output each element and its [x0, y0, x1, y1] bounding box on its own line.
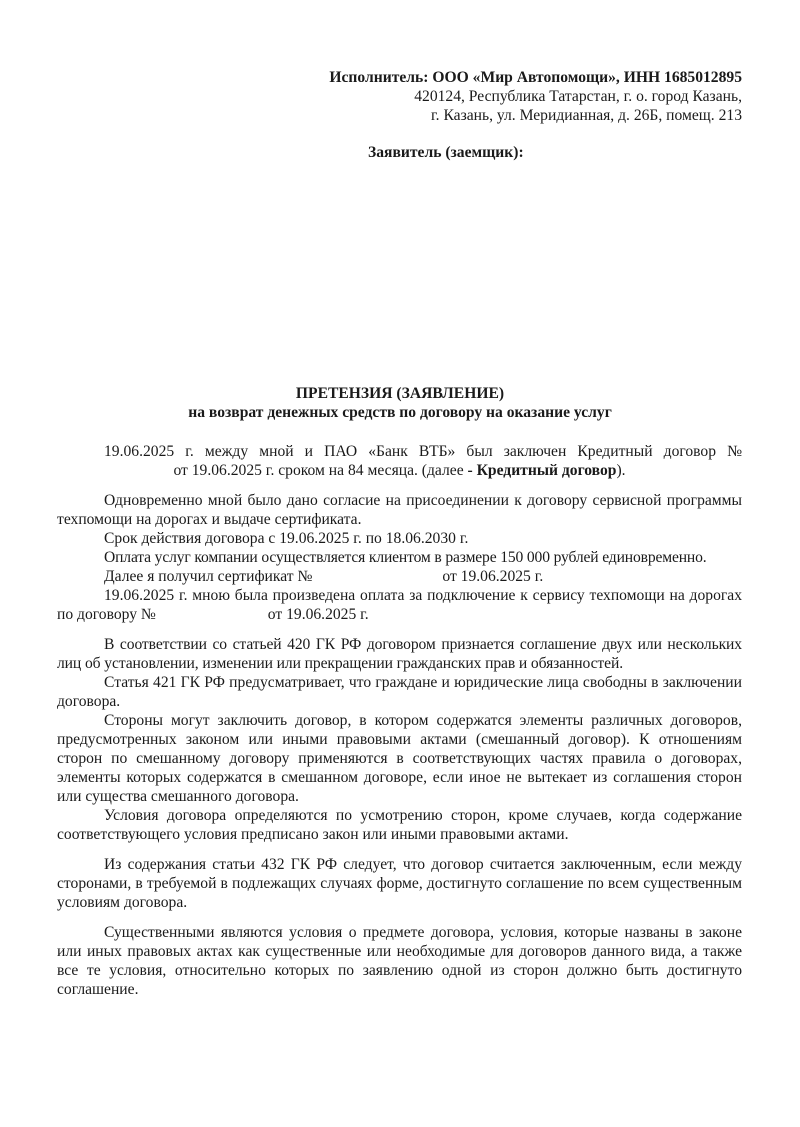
credit-line2-bold: - Кредитный договор [467, 462, 617, 479]
certificate-date: от 19.06.2025 г. [442, 568, 544, 585]
certificate-prefix: Далее я получил сертификат № [104, 568, 313, 585]
spacer [57, 844, 742, 855]
payment-paragraph: Оплата услуг компании осуществляется клиентом в размере 150 000 рублей единовременно. [104, 549, 707, 566]
document-title [0, 384, 800, 422]
article-421-paragraph: Статья 421 ГК РФ предусматривает, что граждане и юридические лица свободны в заключении договора. [57, 674, 742, 710]
paid-date: от 19.06.2025 г. [267, 606, 369, 623]
applicant-label: Заявитель (заемщик): [368, 144, 524, 161]
title-subtitle: на возврат денежных средств по договору на оказание услуг [188, 404, 612, 421]
spacer [57, 624, 742, 635]
credit-agreement-line2 [57, 461, 742, 480]
mixed-contract-paragraph: Стороны могут заключить договор, в котором содержатся элементы различных договоров, предусмотренных законом или иными правовыми актами (смешанный договор). К отношениям сторон по смешанному договору применяются в соответствующих частях правила о договорах, элементы которых содержатся в смешанном договоре, если иное не вытекает из соглашения сторон или существа смешанного договора. [57, 712, 742, 805]
executor-line: Исполнитель: ООО «Мир Автопомощи», ИНН 1685012895 [329, 69, 742, 86]
executor-address-line2: г. Казань, ул. Меридианная, д. 26Б, помещ. 213 [431, 107, 742, 124]
consent-paragraph: Одновременно мной было дано согласие на присоединении к договору сервисной программы техпомощи на дорогах и выдаче сертификата. [57, 492, 742, 528]
article-432-paragraph: Из содержания статьи 432 ГК РФ следует, что договор считается заключенным, если между сторонами, в требуемой в подлежащих случаях форме, достигнуто соглашение по всем существенным условиям договора. [57, 856, 742, 911]
certificate-paragraph [57, 567, 742, 586]
conditions-paragraph: Условия договора определяются по усмотрению сторон, кроме случаев, когда содержание соответствующего условия предписано закон или иными правовыми актами. [57, 807, 742, 843]
essential-conditions-paragraph: Существенными являются условия о предмете договора, условия, которые названы в законе или иных правовых актах как существенные или необходимые для договоров данного вида, а также все те условия, относительно которых по заявлению одной из сторон должно быть достигнуто соглашение. [57, 924, 742, 998]
paid-paragraph [57, 586, 742, 624]
credit-agreement-line1: 19.06.2025 г. между мной и ПАО «Банк ВТБ» был заключен Кредитный договор № [104, 443, 742, 460]
spacer [57, 912, 742, 923]
title-main: ПРЕТЕНЗИЯ (ЗАЯВЛЕНИЕ) [295, 385, 505, 402]
executor-block [329, 68, 742, 125]
credit-line2-prefix: от 19.06.2025 г. сроком на 84 месяца. (далее [173, 462, 468, 479]
executor-address-line1: 420124, Республика Татарстан, г. о. город Казань, [414, 88, 742, 105]
paid-text: 19.06.2025 г. мною была произведена оплата за подключение к сервису техпомощи на дорогах по договору № [57, 587, 742, 623]
document-body [57, 442, 742, 999]
credit-line2-suffix: ). [616, 462, 626, 479]
term-paragraph: Срок действия договора с 19.06.2025 г. по 18.06.2030 г. [104, 530, 469, 547]
spacer [57, 480, 742, 491]
article-420-paragraph: В соответствии со статьей 420 ГК РФ договором признается соглашение двух или нескольких лиц об установлении, изменении или прекращении гражданских прав и обязанностей. [57, 636, 742, 672]
